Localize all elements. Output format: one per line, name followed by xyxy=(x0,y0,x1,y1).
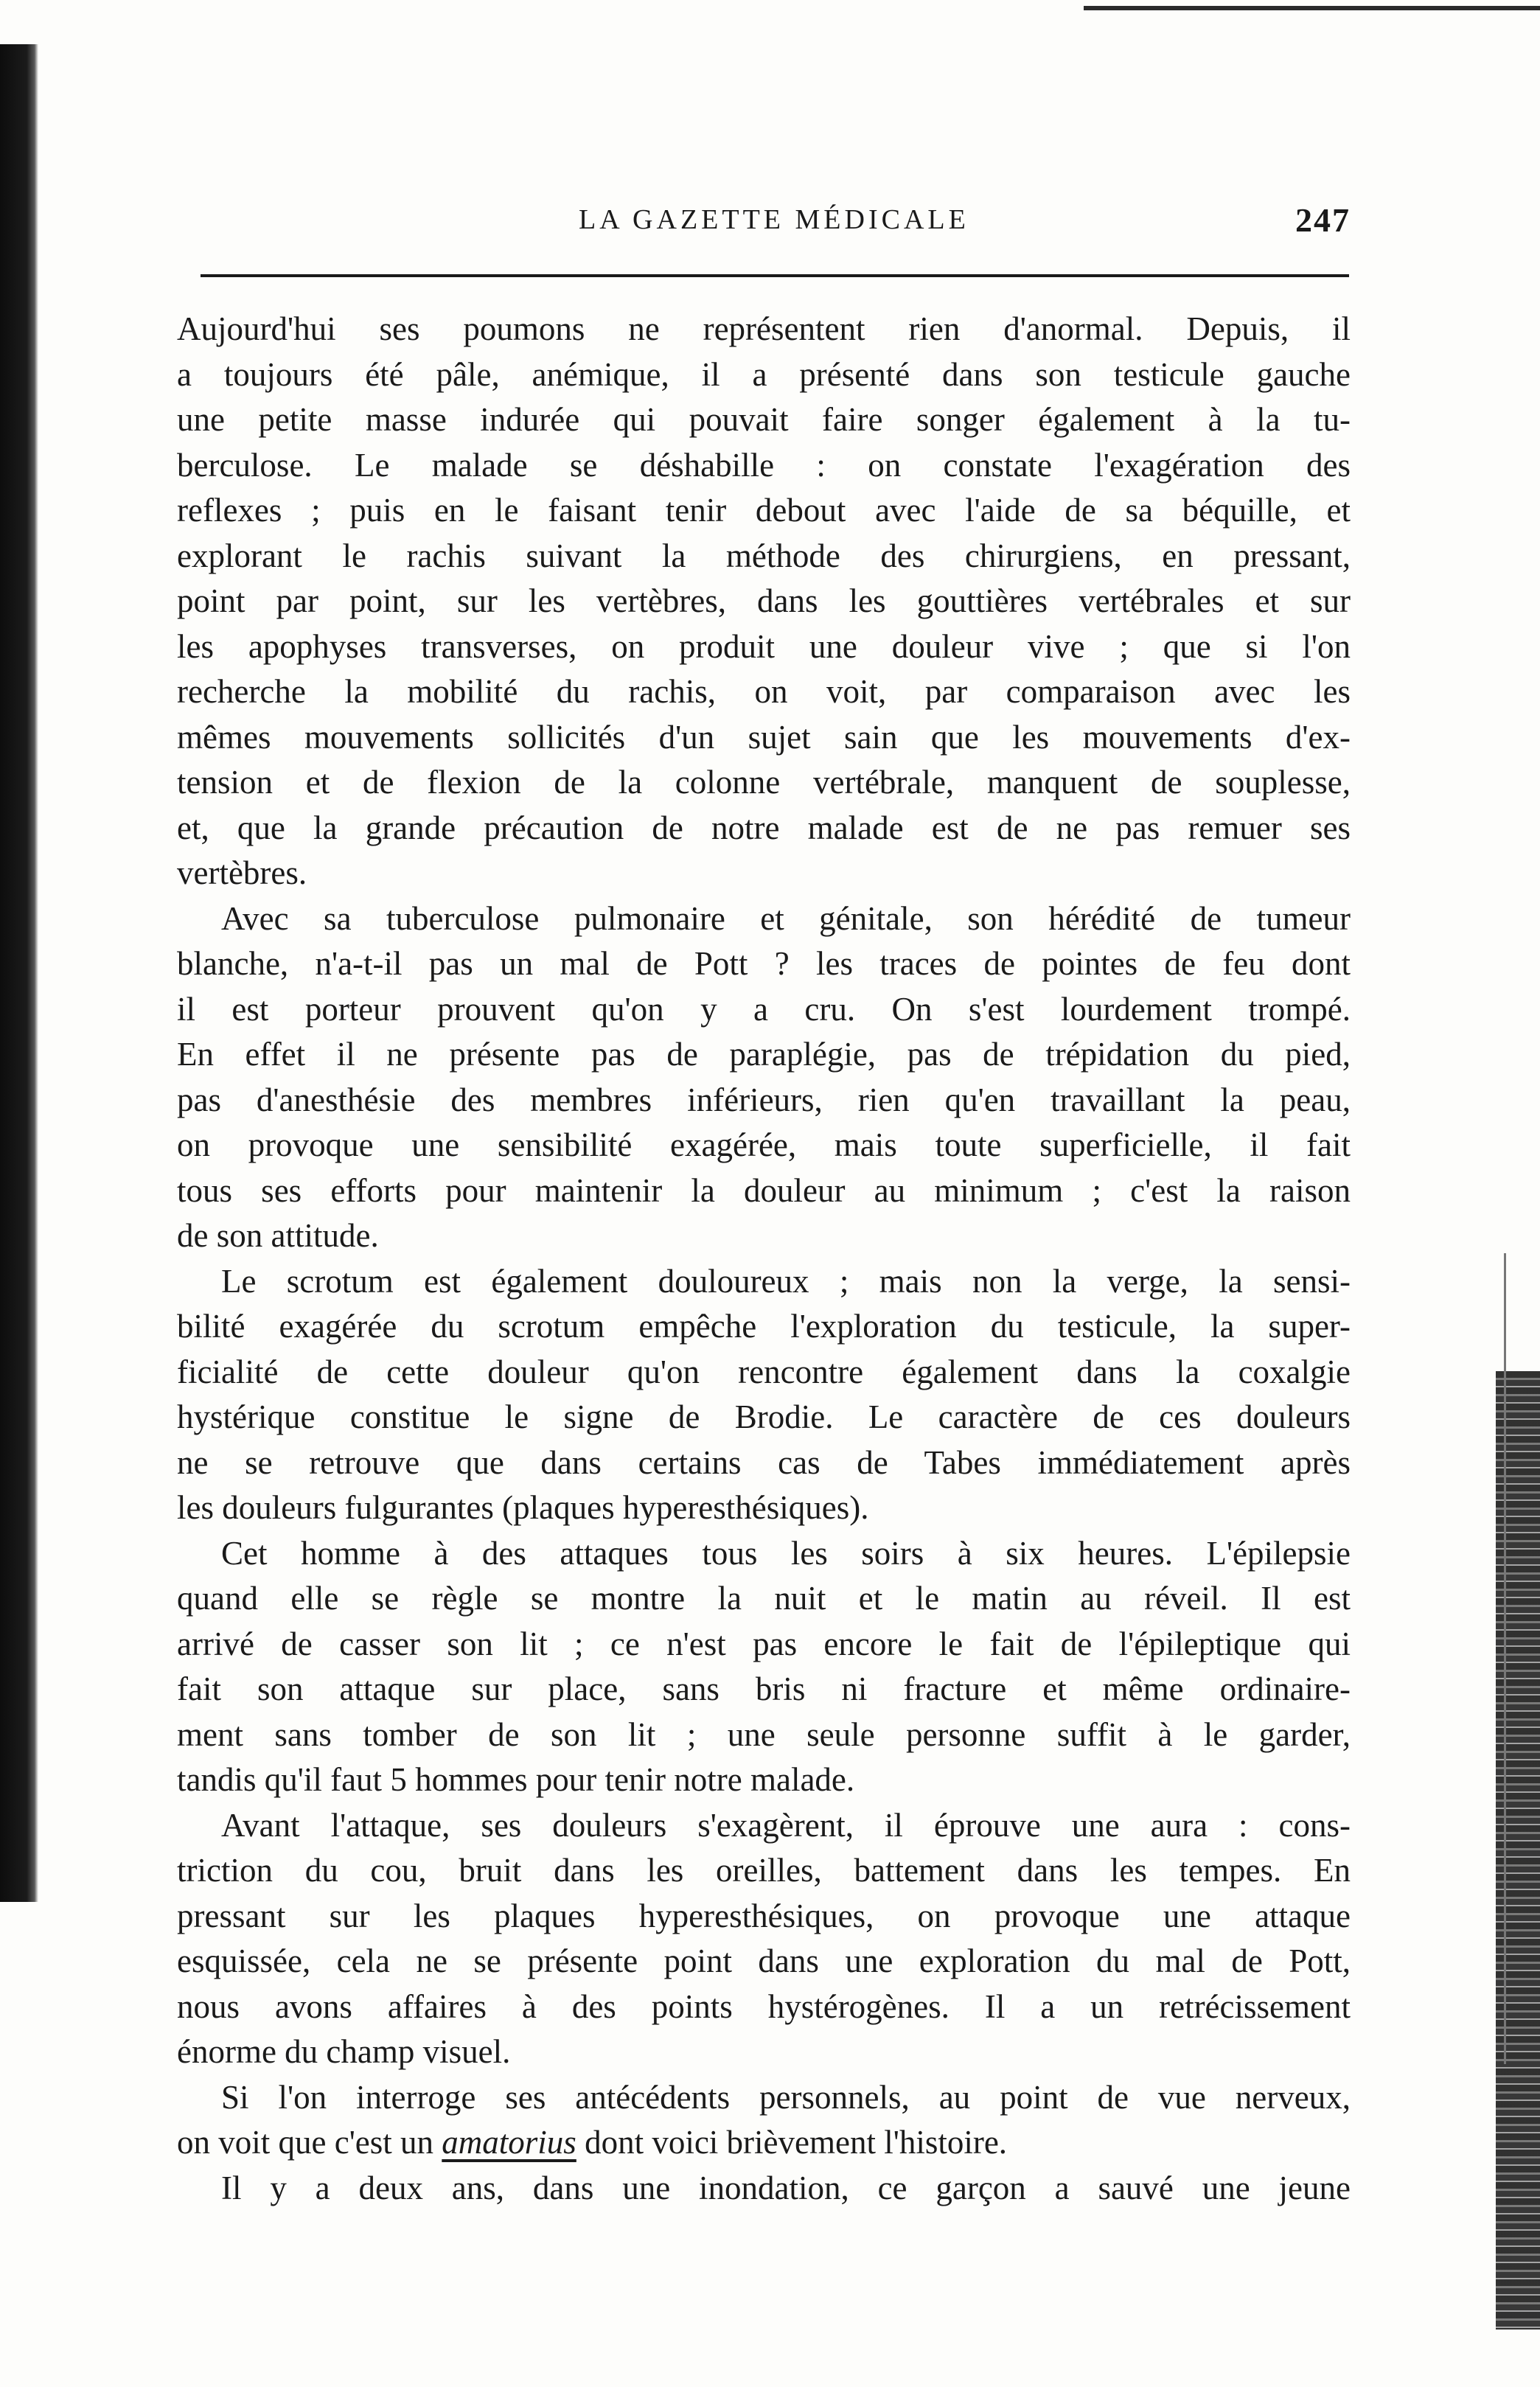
text-line: berculose. Le malade se déshabille : on constate l'exagération des xyxy=(177,446,1351,484)
text-line: ment sans tomber de son lit ; une seule personne suffit à le garder, xyxy=(177,1715,1351,1753)
text-line: ficialité de cette douleur qu'on rencontre également dans la coxalgie xyxy=(177,1353,1351,1390)
text-line: pressant sur les plaques hyperesthésiques, on provoque une attaque xyxy=(177,1897,1351,1934)
text-line: triction du cou, bruit dans les oreilles, battement dans les tempes. En xyxy=(177,1852,1351,1889)
text-line: Le scrotum est également douloureux ; mais non la verge, la sensi- xyxy=(221,1262,1351,1300)
text-line: reflexes ; puis en le faisant tenir debout avec l'aide de sa béquille, et xyxy=(177,492,1351,529)
text-line: quand elle se règle se montre la nuit et le matin au réveil. Il est xyxy=(177,1580,1351,1617)
text-line: arrivé de casser son lit ; ce n'est pas encore le fait de l'épileptique qui xyxy=(177,1625,1351,1662)
text-line: hystérique constitue le signe de Brodie. Le caractère de ces douleurs xyxy=(177,1398,1351,1435)
text-line: vertèbres. xyxy=(177,854,307,891)
text-line: recherche la mobilité du rachis, on voit, par comparaison avec les xyxy=(177,673,1351,710)
scan-edge-right xyxy=(1496,1371,1540,2329)
text-line: esquissée, cela ne se présente point dans une exploration du mal de Pott, xyxy=(177,1942,1351,1979)
text-line: les apophyses transverses, on produit une douleur vive ; que si l'on xyxy=(177,627,1351,665)
text-line: Si l'on interroge ses antécédents personnels, au point de vue nerveux, xyxy=(221,2078,1351,2116)
page-number: 247 xyxy=(1295,201,1351,239)
text-line: pas d'anesthésie des membres inférieurs, rien qu'en travaillant la peau, xyxy=(177,1081,1351,1118)
text-line: fait son attaque sur place, sans bris ni fracture et même ordinaire- xyxy=(177,1670,1351,1707)
text-line: Cet homme à des attaques tous les soirs à six heures. L'épilepsie xyxy=(221,1534,1351,1572)
scan-edge-left xyxy=(0,44,38,1902)
text-line: Aujourd'hui ses poumons ne représentent rien d'anormal. Depuis, il xyxy=(177,310,1351,347)
text-line: tous ses efforts pour maintenir la douleur au minimum ; c'est la raison xyxy=(177,1171,1351,1209)
text-line: tension et de flexion de la colonne vertébrale, manquent de souplesse, xyxy=(177,764,1351,801)
text-line: tandis qu'il faut 5 hommes pour tenir notre malade. xyxy=(177,1761,855,1798)
text-line: on provoque une sensibilité exagérée, mais toute superficielle, il fait xyxy=(177,1126,1351,1163)
text-line: bilité exagérée du scrotum empêche l'exploration du testicule, la super- xyxy=(177,1308,1351,1345)
text-line: En effet il ne présente pas de paraplégie, pas de trépidation du pied, xyxy=(177,1036,1351,1073)
text-line: blanche, n'a-t-il pas un mal de Pott ? les traces de pointes de feu dont xyxy=(177,945,1351,982)
text-line xyxy=(177,2120,1351,2166)
text-segment: on voit que c'est un xyxy=(177,2124,442,2161)
text-line: les douleurs fulgurantes (plaques hyperesthésiques). xyxy=(177,1489,869,1526)
text-line: mêmes mouvements sollicités d'un sujet sain que les mouvements d'ex- xyxy=(177,718,1351,756)
scan-edge-top xyxy=(1084,6,1540,10)
text-line: a toujours été pâle, anémique, il a présenté dans son testicule gauche xyxy=(177,355,1351,393)
journal-title: LA GAZETTE MÉDICALE xyxy=(579,204,969,235)
body-text xyxy=(177,307,1351,2211)
header-rule xyxy=(201,274,1349,277)
text-line: il est porteur prouvent qu'on y a cru. On s'est lourdement trompé. xyxy=(177,990,1351,1028)
running-header xyxy=(177,201,1351,252)
text-line: Il y a deux ans, dans une inondation, ce garçon a sauvé une jeune xyxy=(221,2169,1351,2206)
text-line: et, que la grande précaution de notre malade est de ne pas remuer ses xyxy=(177,809,1351,846)
text-line: énorme du champ visuel. xyxy=(177,2033,511,2070)
text-line: de son attitude. xyxy=(177,1217,379,1254)
text-line: ne se retrouve que dans certains cas de Tabes immédiatement après xyxy=(177,1443,1351,1481)
text-line: une petite masse indurée qui pouvait faire songer également à la tu- xyxy=(177,401,1351,438)
text-line: nous avons affaires à des points hystérogènes. Il a un retrécissement xyxy=(177,1987,1351,2025)
text-line: Avant l'attaque, ses douleurs s'exagèrent, il éprouve une aura : cons- xyxy=(221,1806,1351,1844)
text-line: point par point, sur les vertèbres, dans les gouttières vertébrales et sur xyxy=(177,582,1351,619)
text-segment: dont voici brièvement l'histoire. xyxy=(576,2124,1008,2161)
italic-term: amatorius xyxy=(442,2124,576,2161)
text-line: explorant le rachis suivant la méthode des chirurgiens, en pressant, xyxy=(177,537,1351,574)
text-line: Avec sa tuberculose pulmonaire et génitale, son hérédité de tumeur xyxy=(221,899,1351,937)
scan-edge-right-line xyxy=(1504,1253,1506,2064)
